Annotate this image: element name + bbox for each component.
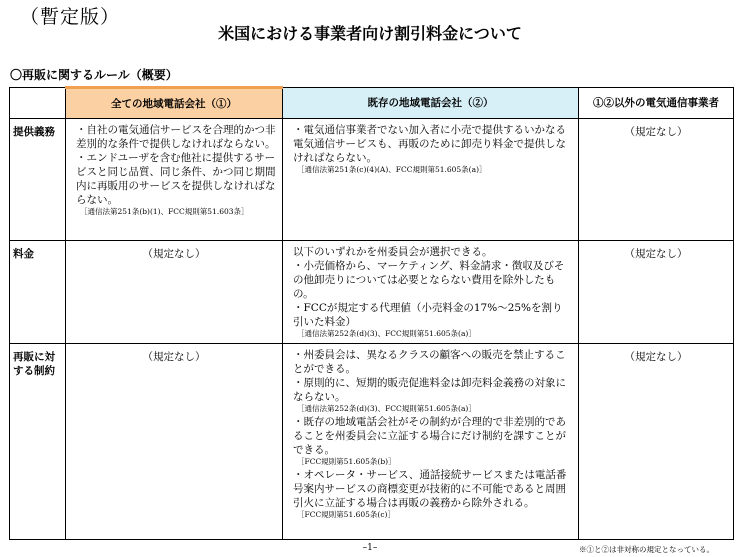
cell-obligation-c: （規定なし） [579, 119, 734, 241]
footnote: ※①と②は非対称の規定となっている。 [579, 545, 714, 554]
cell-rate-b [283, 241, 579, 344]
column-header-all-local-carriers: 全ての地域電話会社（①） [66, 88, 283, 119]
document-title: 米国における事業者向け割引料金について [218, 24, 522, 43]
row-label-restriction: 再販に対する制約 [10, 344, 66, 540]
legal-citation: ［通信法第251条(c)(4)(A)、FCC規則第51.605条(a)］ [297, 165, 487, 174]
cell-text: ・州委員会は、異なるクラスの顧客への販売を禁止することができる。 [293, 349, 566, 375]
table-row-restriction [10, 344, 734, 540]
cell-restriction-a: （規定なし） [66, 344, 283, 540]
cell-text: ・原則的に、短期的販売促進料金は卸売料金義務の対象にならない。 [293, 377, 566, 403]
section-title: 〇再販に関するルール（概要） [10, 68, 178, 82]
legal-citation: ［通信法第252条(d)(3)、FCC規則第51.605条(a)］ [297, 329, 476, 338]
cell-restriction-c: （規定なし） [579, 344, 734, 540]
resale-rules-table [9, 86, 734, 540]
column-header-incumbent-carriers: 既存の地域電話会社（②） [283, 88, 579, 119]
column-header-other-carriers: ①②以外の電気通信事業者 [579, 88, 734, 119]
legal-citation: ［通信法第251条(b)(1)、FCC規則第51.603条］ [80, 207, 249, 216]
cell-text: ・エンドユーザを含む他社に提供するサービスと同じ品質、同じ条件、かつ同じ期間内に再販用のサービスを提供しなければならない。 [76, 152, 276, 206]
cell-obligation-b [283, 119, 579, 241]
table-header-row [10, 88, 734, 119]
legal-citation: ［FCC規則第51.605条(b)］ [297, 457, 396, 466]
cell-restriction-b [283, 344, 579, 540]
row-label-obligation: 提供義務 [10, 119, 66, 241]
cell-text: ・電気通信事業者でない加入者に小売で提供するいかなる電気通信サービスも、再販のために卸売り料金で提供しなければならない。 [293, 124, 566, 164]
cell-text: ・既存の地域電話会社がその制約が合理的で非差別的であることを州委員会に立証する場合にだけ制約を課すことができる。 [293, 416, 566, 456]
cell-text: ・FCCが規定する代理値（小売料金の17%～25%を割り引いた料金） [293, 302, 563, 328]
page-number: –1– [362, 543, 378, 553]
row-label-rate: 料金 [10, 241, 66, 344]
cell-text: ・オペレータ・サービス、通話接続サービスまたは電話番号案内サービスの商標変更が技術的に不可能であると周囲引火に立証する場合は再販の義務から除外される。 [293, 469, 567, 509]
cell-text: ・小売価格から、マーケティング、料金請求・徴収及びその他卸売りについては必要とならない費用を除外したもの。 [293, 260, 565, 300]
cell-obligation-a [66, 119, 283, 241]
table-row-obligation [10, 119, 734, 241]
cell-text: 以下のいずれかを州委員会が選択できる。 [293, 246, 493, 258]
table-row-rate [10, 241, 734, 344]
header-corner-cell [10, 88, 66, 119]
provisional-label: （暫定版） [20, 6, 121, 28]
legal-citation: ［通信法第252条(d)(3)、FCC規則第51.605条(a)］ [297, 404, 476, 413]
cell-text: ・自社の電気通信サービスを合理的かつ非差別的な条件で提供しなければならない。 [76, 124, 276, 150]
cell-rate-a: （規定なし） [66, 241, 283, 344]
legal-citation: ［FCC規則第51.605条(c)］ [297, 510, 395, 519]
cell-rate-c: （規定なし） [579, 241, 734, 344]
